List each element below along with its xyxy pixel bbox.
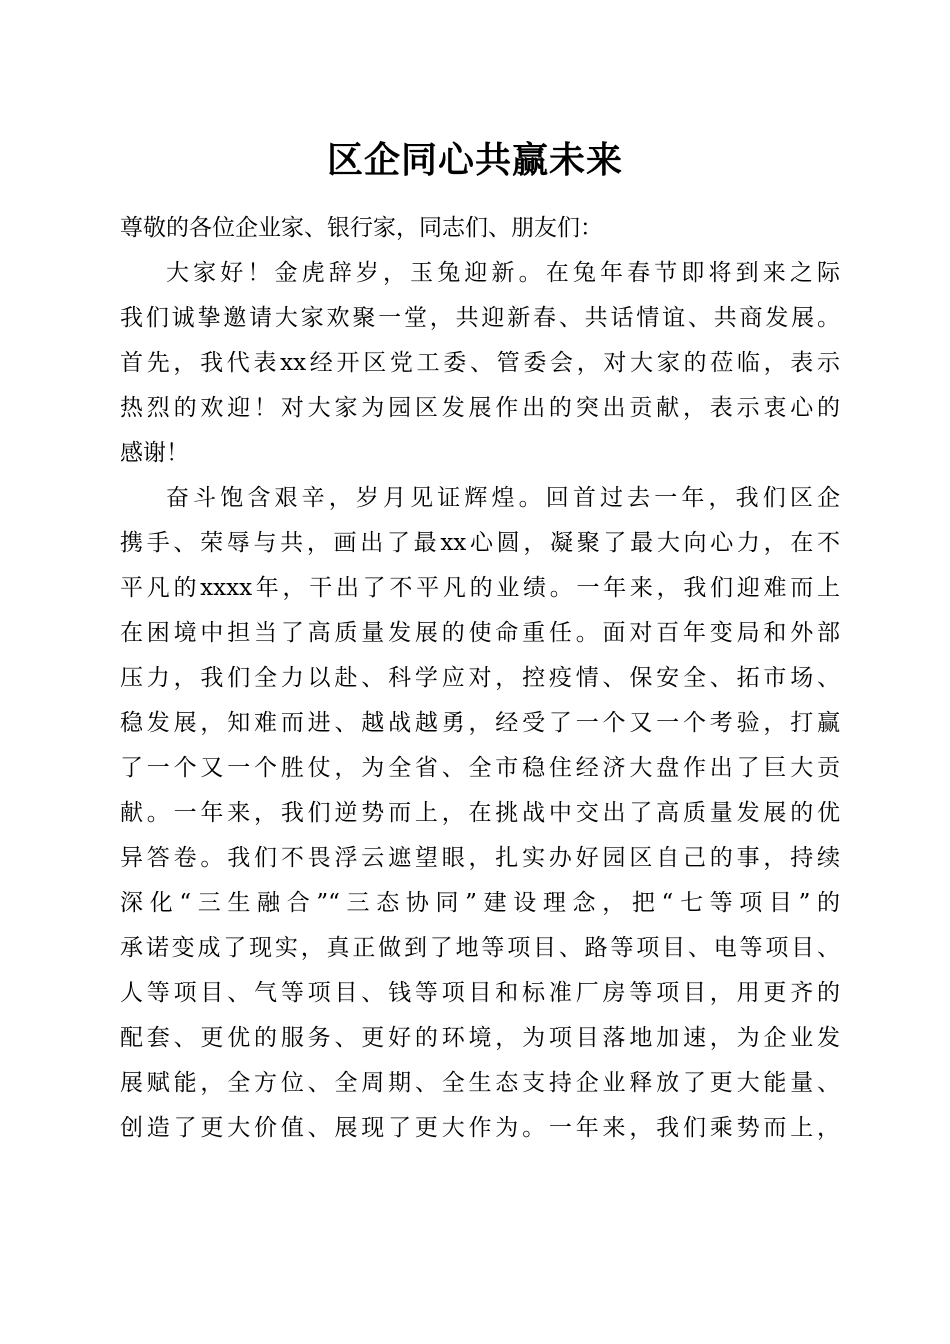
- body-line: 献。一年来，我们逆势而上，在挑战中交出了高质量发展的优: [120, 800, 840, 826]
- body-line: 了一个又一个胜仗，为全省、全市稳住经济大盘作出了巨大贡: [120, 755, 840, 781]
- body-line: 创造了更大价值、展现了更大作为。一年来，我们乘势而上，: [120, 1115, 840, 1141]
- body-line: 深化“三生融合”“三态协同”建设理念，把“七等项目”的: [120, 890, 840, 916]
- body-line: 稳发展，知难而进、越战越勇，经受了一个又一个考验，打赢: [120, 710, 840, 736]
- body-line: 奋斗饱含艰辛，岁月见证辉煌。回首过去一年，我们区企: [166, 485, 840, 511]
- body-line: 压力，我们全力以赴、科学应对，控疫情、保安全、拓市场、: [120, 665, 840, 691]
- body-line: 大家好！金虎辞岁，玉兔迎新。在兔年春节即将到来之际: [166, 260, 840, 286]
- body-line: 配套、更优的服务、更好的环境，为项目落地加速，为企业发: [120, 1025, 840, 1051]
- body-line: 展赋能，全方位、全周期、全生态支持企业释放了更大能量、: [120, 1070, 840, 1096]
- body-line: 首先，我代表xx经开区党工委、管委会，对大家的莅临，表示: [120, 350, 840, 376]
- body-line: 平凡的xxxx年，干出了不平凡的业绩。一年来，我们迎难而上: [120, 575, 840, 601]
- body-line: 异答卷。我们不畏浮云遮望眼，扎实办好园区自己的事，持续: [120, 845, 840, 871]
- document-title: 区企同心共赢未来: [326, 139, 623, 181]
- body-line: 在困境中担当了高质量发展的使命重任。面对百年变局和外部: [120, 620, 840, 646]
- body-line: 携手、荣辱与共，画出了最xx心圆，凝聚了最大向心力，在不: [120, 530, 840, 556]
- body-line: 热烈的欢迎！对大家为园区发展作出的突出贡献，表示衷心的: [120, 395, 840, 421]
- body-line: 感谢！: [120, 440, 189, 466]
- body-line: 人等项目、气等项目、钱等项目和标准厂房等项目，用更齐的: [120, 980, 840, 1006]
- body-line: 承诺变成了现实，真正做到了地等项目、路等项目、电等项目、: [120, 935, 840, 961]
- salutation-line: 尊敬的各位企业家、银行家，同志们、朋友们：: [120, 215, 603, 241]
- body-line: 我们诚挚邀请大家欢聚一堂，共迎新春、共话情谊、共商发展。: [120, 305, 840, 331]
